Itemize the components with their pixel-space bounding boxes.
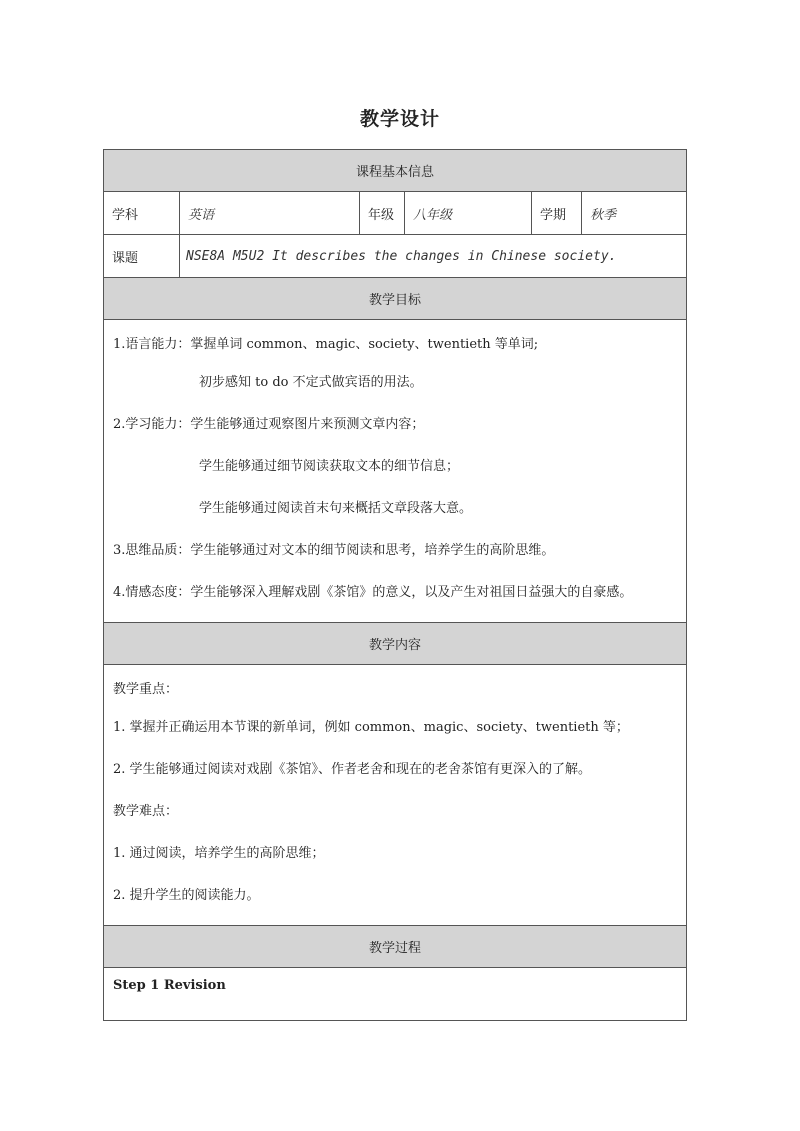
objective-line: 2.学习能力：学生能够通过观察图片来预测文章内容； (113, 417, 425, 432)
content-line: 2. 提升学生的阅读能力。 (113, 888, 260, 903)
subject-value: 英语 (180, 192, 360, 235)
lesson-plan-table (103, 149, 687, 1021)
subject-label: 学科 (104, 192, 180, 235)
objective-line: 初步感知 to do 不定式做宾语的用法。 (199, 375, 423, 390)
objective-line: 3.思维品质：学生能够通过对文本的细节阅读和思考，培养学生的高阶思维。 (113, 543, 555, 558)
section-header-process: 教学过程 (104, 926, 687, 968)
content-block (104, 665, 687, 926)
objective-line: 学生能够通过阅读首末句来概括文章段落大意。 (199, 501, 473, 516)
topic-value: NSE8A M5U2 It describes the changes in Chinese society. (180, 235, 687, 278)
objective-line: 1.语言能力：掌握单词 common、magic、society、twentieth 等单词; (113, 337, 539, 352)
content-line: 教学难点： (113, 804, 179, 819)
section-header-basic-info: 课程基本信息 (104, 150, 687, 192)
topic-label: 课题 (104, 235, 180, 278)
term-value: 秋季 (582, 192, 687, 235)
section-header-content: 教学内容 (104, 623, 687, 665)
content-line: 2. 学生能够通过阅读对戏剧《茶馆》、作者老舍和现在的老舍茶馆有更深入的了解。 (113, 762, 592, 777)
grade-label: 年级 (360, 192, 405, 235)
step-1-heading: Step 1 Revision (113, 978, 226, 993)
objectives-block (104, 320, 687, 623)
grade-value: 八年级 (405, 192, 532, 235)
process-step-cell (104, 968, 687, 1021)
content-line: 1. 通过阅读，培养学生的高阶思维； (113, 846, 325, 861)
objective-line: 4.情感态度：学生能够深入理解戏剧《茶馆》的意义，以及产生对祖国日益强大的自豪感。 (113, 585, 633, 600)
term-label: 学期 (532, 192, 582, 235)
content-line: 教学重点： (113, 682, 179, 697)
document-title: 教学设计 (359, 108, 440, 130)
objective-line: 学生能够通过细节阅读获取文本的细节信息； (199, 459, 460, 474)
content-line: 1. 掌握并正确运用本节课的新单词，例如 common、magic、society、twentieth 等； (113, 720, 629, 735)
section-header-objectives: 教学目标 (104, 278, 687, 320)
